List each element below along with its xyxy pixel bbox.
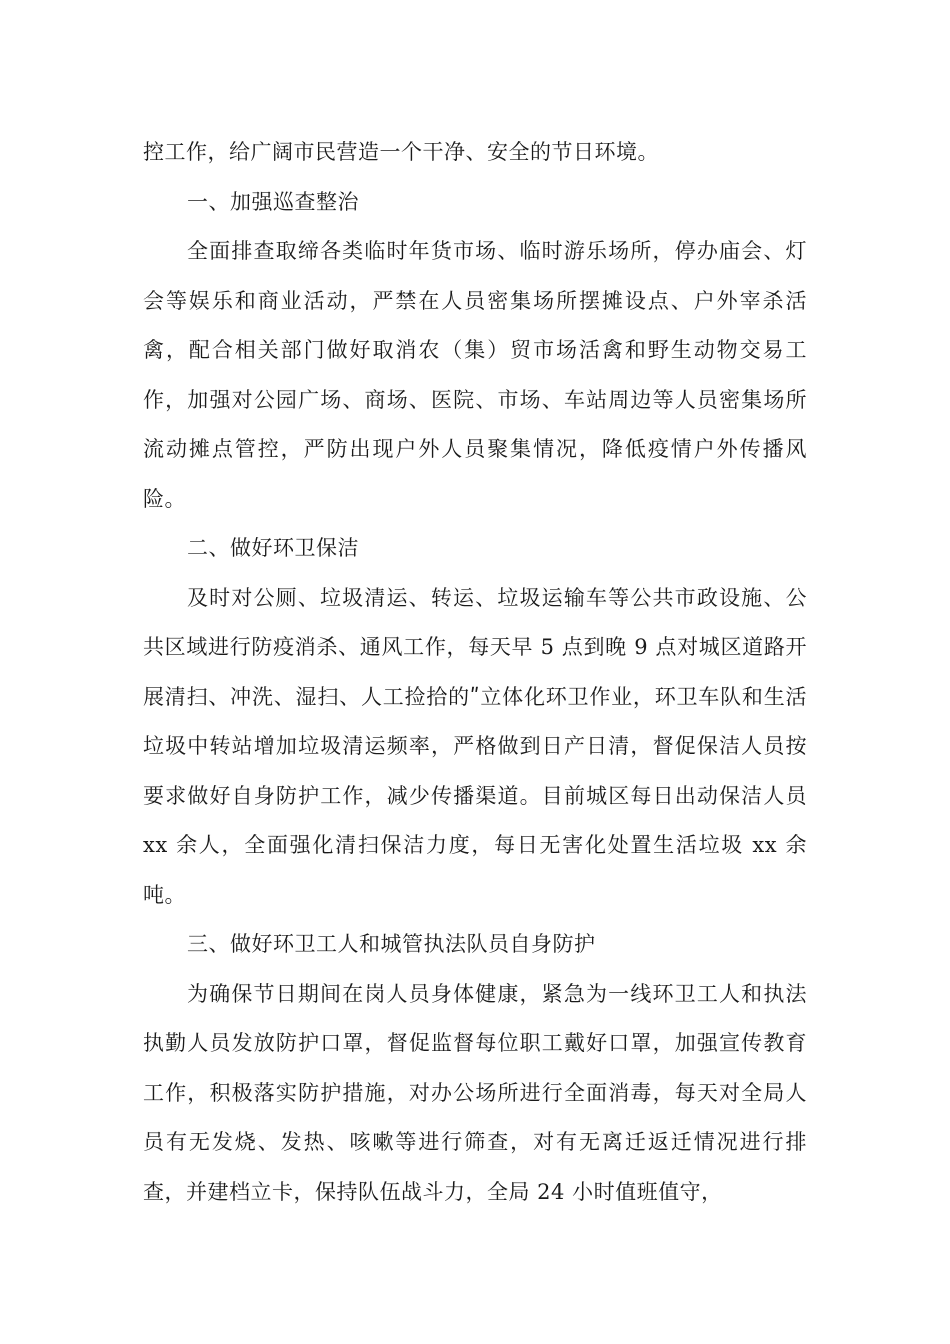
paragraph-section-1: 全面排查取缔各类临时年货市场、临时游乐场所，停办庙会、灯会等娱乐和商业活动，严禁在人员密集场所摆摊设点、户外宰杀活禽，配合相关部门做好取消农（集）贸市场活禽和野生动物交易工作，加强对公园广场、商场、医院、市场、车站周边等人员密集场所流动摊点管控，严防出现户外人员聚集情况，降低疫情户外传播风险。 <box>143 239 807 511</box>
section-heading-2: 二、做好环卫保洁 <box>187 536 359 560</box>
section-heading-3: 三、做好环卫工人和城管执法队员自身防护 <box>187 932 596 956</box>
document-body <box>143 128 807 1217</box>
paragraph-section-2: 及时对公厕、垃圾清运、转运、垃圾运输车等公共市政设施、公共区域进行防疫消杀、通风工作，每天早 5 点到晚 9 点对城区道路开展清扫、冲洗、湿扫、人工捡拾的ʺ立体化环卫作业，环卫车队和生活垃圾中转站增加垃圾清运频率，严格做到日产日清，督促保洁人员按要求做好自身防护工作，减少传播渠道。目前城区每日出动保洁人员 xx 余人，全面强化清扫保洁力度，每日无害化处置生活垃圾 xx 余吨。 <box>143 585 807 907</box>
paragraph-continuation: 控工作，给广阔市民营造一个干净、安全的节日环境。 <box>143 140 659 164</box>
section-heading-1: 一、加强巡查整治 <box>187 189 359 214</box>
paragraph-section-3: 为确保节日期间在岗人员身体健康，紧急为一线环卫工人和执法执勤人员发放防护口罩，督促监督每位职工戴好口罩，加强宣传教育工作，积极落实防护措施，对办公场所进行全面消毒，每天对全局人员有无发烧、发热、咳嗽等进行筛查，对有无离迁返迁情况进行排查，并建档立卡，保持队伍战斗力，全局 24 小时值班值守， <box>143 981 807 1204</box>
